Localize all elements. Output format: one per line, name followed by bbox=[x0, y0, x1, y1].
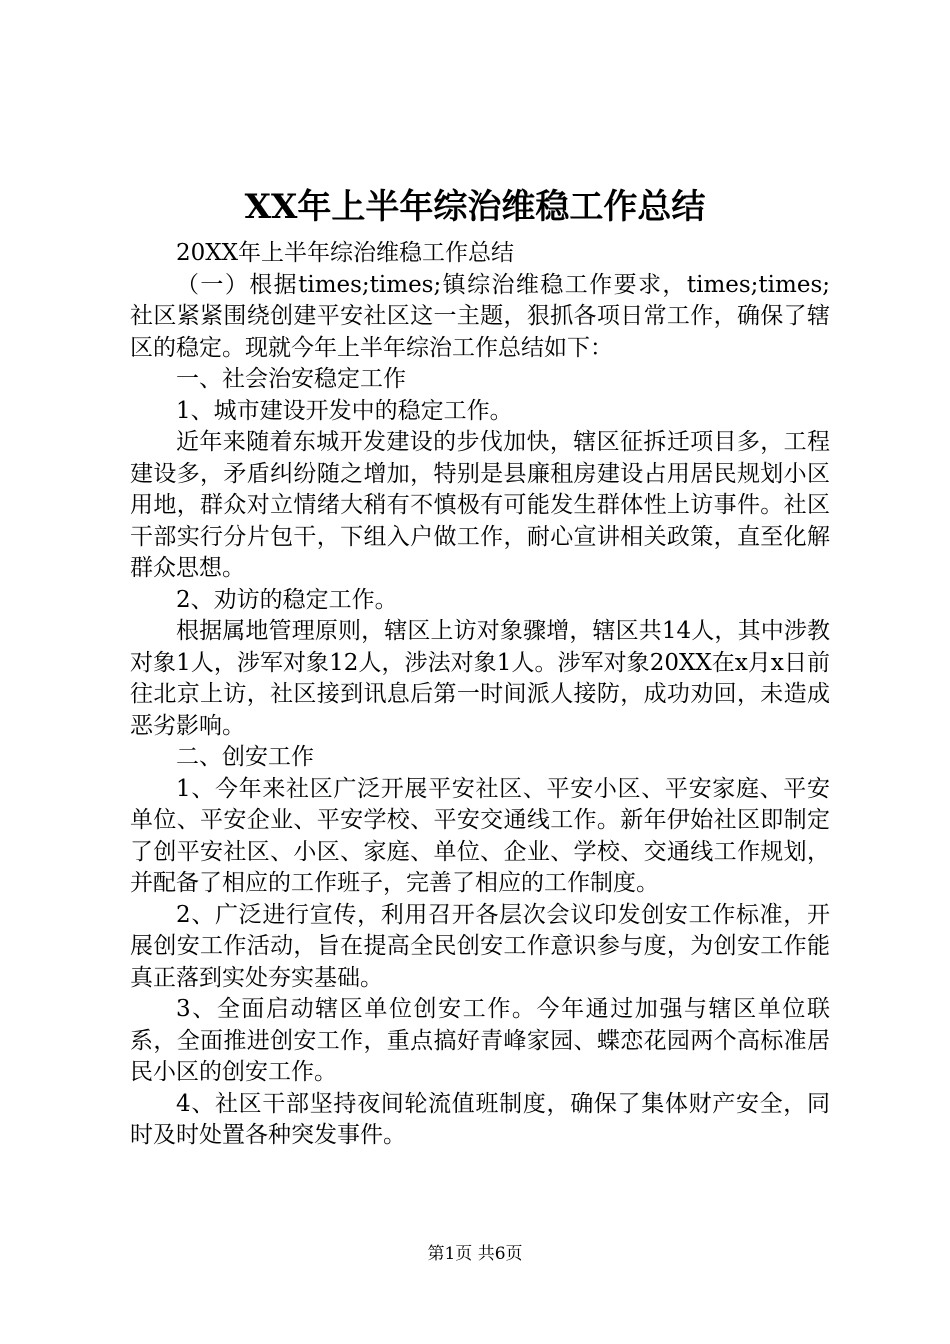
paragraph-1-1: 近年来随着东城开发建设的步伐加快，辖区征拆迁项目多，工程建设多，矛盾纠纷随之增加，特别是县廉租房建设占用居民规划小区用地，群众对立情绪大稍有不慎极有可能发生群体性上访事件。社区干部实行分片包干，下组入户做工作，耐心宣讲相关政策，直至化解群众思想。 bbox=[130, 429, 830, 581]
subsection-heading-1-1: 1、城市建设开发中的稳定工作。 bbox=[176, 397, 513, 424]
paragraph-2-2: 2、广泛进行宣传，利用召开各层次会议印发创安工作标准，开展创安工作活动，旨在提高全民创安工作意识参与度，为创安工作能真正落到实处夯实基础。 bbox=[130, 901, 830, 991]
document-title: XX年上半年综治维稳工作总结 bbox=[244, 187, 706, 227]
paragraph-subtitle: 20XX年上半年综治维稳工作总结 bbox=[176, 240, 515, 266]
paragraph-2-1: 1、今年来社区广泛开展平安社区、平安小区、平安家庭、平安单位、平安企业、平安学校、平安交通线工作。新年伊始社区即制定了创平安社区、小区、家庭、单位、企业、学校、交通线工作规划，并配备了相应的工作班子，完善了相应的工作制度。 bbox=[130, 775, 830, 896]
document-body bbox=[130, 238, 830, 1152]
paragraph-1-2: 根据属地管理原则，辖区上访对象骤增，辖区共14人，其中涉教对象1人，涉军对象12人，涉法对象1人。涉军对象20XX在x月x日前往北京上访，社区接到讯息后第一时间派人接防，成功劝回，未造成恶劣影响。 bbox=[130, 618, 830, 739]
section-heading-2: 二、创安工作 bbox=[176, 744, 314, 770]
paragraph-2-3: 3、全面启动辖区单位创安工作。今年通过加强与辖区单位联系，全面推进创安工作，重点搞好青峰家园、蝶恋花园两个高标准居民小区的创安工作。 bbox=[130, 996, 830, 1085]
page-footer: 第1页 共6页 bbox=[427, 1244, 523, 1264]
subsection-heading-1-2: 2、劝访的稳定工作。 bbox=[176, 586, 398, 613]
paragraph-intro: （一）根据times;times;镇综治维稳工作要求，times;times;社区紧紧围绕创建平安社区这一主题，狠抓各项日常工作，确保了辖区的稳定。现就今年上半年综治工作总结如下： bbox=[130, 271, 830, 361]
paragraph-2-4: 4、社区干部坚持夜间轮流值班制度，确保了集体财产安全，同时及时处置各种突发事件。 bbox=[130, 1090, 830, 1148]
section-heading-1: 一、社会治安稳定工作 bbox=[176, 366, 406, 392]
